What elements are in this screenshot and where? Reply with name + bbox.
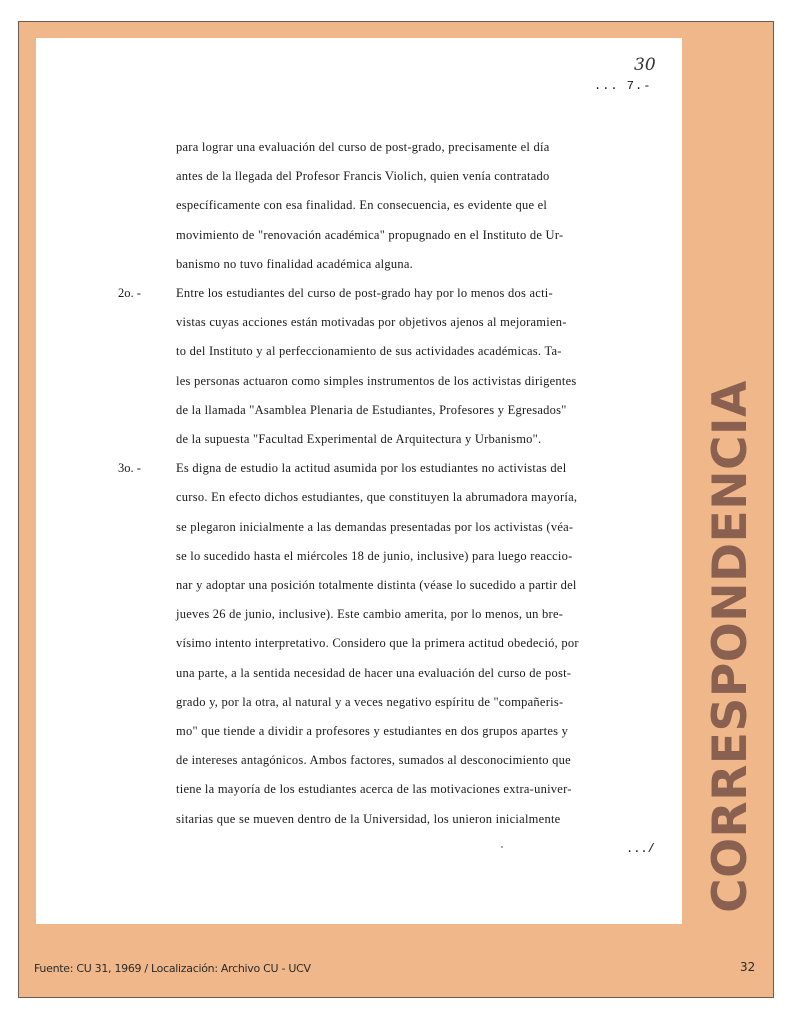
text-line: grado y, por la otra, al natural y a veces negativo espíritu de "compañeris- [176,695,564,709]
paragraph-number: 2o. - [118,286,141,300]
text-line: se lo sucedido hasta el miércoles 18 de junio, inclusive) para luego reaccio- [176,549,573,563]
text-line: para lograr una evaluación del curso de post-grado, precisamente el día [176,140,550,154]
text-line: Es digna de estudio la actitud asumida por los estudiantes no activistas del [176,461,567,475]
text-line: mo" que tiende a dividir a profesores y estudiantes en dos grupos apartes y [176,724,569,738]
footer-page-number: 32 [740,960,756,974]
text-line: antes de la llegada del Profesor Francis Violich, quien venía contratado [176,169,550,183]
text-line: se plegaron inicialmente a las demandas presentadas por los activistas (véa- [176,520,574,534]
side-title: CORRESPONDENCIA [702,379,758,913]
text-line: nar y adoptar una posición totalmente distinta (véase lo sucedido a partir del [176,578,577,592]
continuation-mark: .../ [626,842,655,856]
text-line: sitarias que se mueven dentro de la Universidad, los unieron inicialmente [176,812,561,826]
text-line: vísimo intento interpretativo. Considero que la primera actitud obedeció, por [176,636,579,650]
footer-source: Fuente: CU 31, 1969 / Localización: Archivo CU - UCV [34,962,311,975]
text-line: vistas cuyas acciones están motivadas por objetivos ajenos al mejoramien- [176,315,567,329]
side-title-container [700,376,760,916]
text-line: les personas actuaron como simples instrumentos de los activistas dirigentes [176,374,577,388]
text-line: una parte, a la sentida necesidad de hacer una evaluación del curso de post- [176,666,572,680]
text-line: banismo no tuvo finalidad académica alguna. [176,257,414,271]
text-line: curso. En efecto dichos estudiantes, que constituyen la abrumadora mayoría, [176,490,578,504]
text-line: de la supuesta "Facultad Experimental de Arquitectura y Urbanismo". [176,432,542,446]
text-line: jueves 26 de junio, inclusive). Este cambio amerita, por lo menos, un bre- [176,607,564,621]
ink-speck [501,846,503,848]
text-line: de la llamada "Asamblea Plenaria de Estudiantes, Profesores y Egresados" [176,403,567,417]
text-line: movimiento de "renovación académica" propugnado en el Instituto de Ur- [176,228,564,242]
text-line: tiene la mayoría de los estudiantes acerca de las motivaciones extra-univer- [176,782,572,796]
text-line: Entre los estudiantes del curso de post-grado hay por lo menos dos acti- [176,286,553,300]
handwritten-page-number: 30 [634,55,656,75]
page-reference: ... 7.- [594,79,652,93]
paragraph-number: 3o. - [118,461,141,475]
text-line: de intereses antagónicos. Ambos factores, sumados al desconocimiento que [176,753,571,767]
text-line: to del Instituto y al perfeccionamiento de sus actividades académicas. Ta- [176,344,562,358]
text-line: específicamente con esa finalidad. En consecuencia, es evidente que el [176,198,548,212]
